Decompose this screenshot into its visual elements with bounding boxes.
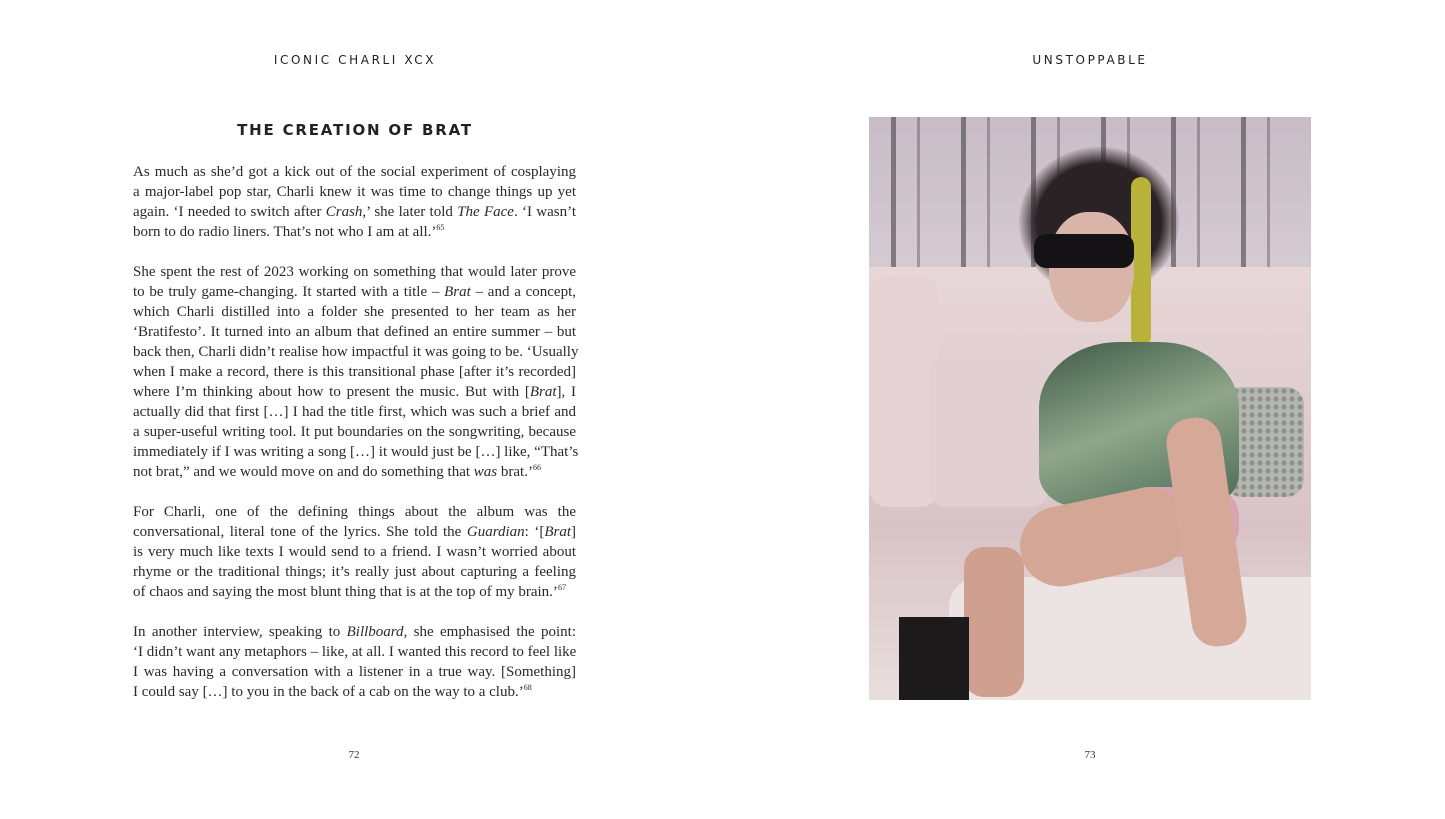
text-line	[133, 422, 576, 442]
text-line	[133, 222, 576, 242]
text-line	[133, 342, 579, 362]
text-run: I was having a conversation with a listener in a true way. [Something]	[133, 664, 576, 680]
text-line	[133, 522, 576, 542]
text-run: : ‘[	[524, 524, 545, 540]
italic-text: Billboard	[346, 624, 404, 640]
italic-text: Brat	[544, 524, 571, 540]
text-run: back then, Charli didn’t realise how impactful it was going to be. ‘Usually	[133, 344, 579, 360]
boot	[899, 617, 969, 700]
page-number-right: 73	[1084, 749, 1096, 761]
text-run: to be truly game-changing. It started with a title –	[133, 284, 445, 300]
text-run: again. ‘I needed to switch after	[133, 204, 326, 220]
footnote-ref: 66	[532, 463, 541, 472]
italic-text: was	[473, 464, 498, 480]
text-line	[133, 542, 576, 562]
italic-text: The Face	[457, 204, 514, 220]
text-run: – and a concept,	[470, 284, 576, 300]
text-run: a super-useful writing tool. It put boundaries on the songwriting, because	[133, 424, 576, 440]
text-run: actually did that first […] I had the title first, which was such a brief and	[133, 404, 576, 420]
text-run: In another interview, speaking to	[133, 624, 347, 640]
page-number-left: 72	[348, 749, 360, 761]
text-line	[133, 582, 576, 602]
footnote-ref: 68	[523, 683, 532, 692]
text-line	[133, 282, 576, 302]
running-head-left: ICONIC CHARLI XCX	[273, 53, 437, 67]
running-head-right: UNSTOPPABLE	[1032, 53, 1148, 67]
text-run: For Charli, one of the defining things about the album was the	[133, 504, 576, 520]
paragraph	[133, 262, 579, 482]
text-run: ], I	[556, 384, 576, 400]
chapter-title: THE CREATION OF BRAT	[237, 121, 473, 139]
text-run: I could say […] to you in the back of a cab on the way to a club.’	[133, 684, 524, 700]
text-line	[133, 262, 576, 282]
text-line	[133, 462, 576, 482]
text-run: ‘I didn’t want any metaphors – like, at all. I wanted this record to feel like	[133, 644, 577, 660]
text-line	[133, 162, 576, 182]
text-line	[133, 502, 576, 522]
body-text	[133, 162, 579, 722]
italic-text: Brat	[529, 384, 557, 400]
text-line	[133, 662, 576, 682]
text-run: . ‘I wasn’t	[513, 204, 577, 220]
text-run: of chaos and saying the most blunt thing that is at the top of my brain.’	[133, 584, 558, 600]
paragraph	[133, 162, 576, 242]
text-run: She spent the rest of 2023 working on something that would later prove	[133, 264, 576, 280]
text-run: when I make a record, there is this transitional phase [after it’s recorded]	[133, 364, 576, 380]
text-line	[133, 562, 576, 582]
text-run: where I’m thinking about how to present the music. But with [	[133, 384, 530, 400]
text-line	[133, 362, 576, 382]
text-run: ‘Bratifesto’. It turned into an album that defined an entire summer – but	[133, 324, 576, 340]
text-run: ]	[571, 524, 576, 540]
italic-text: Crash,	[325, 204, 367, 220]
portrait-photo	[869, 117, 1311, 700]
text-run: conversational, literal tone of the lyrics. She told the	[133, 524, 467, 540]
sunglasses	[1034, 234, 1134, 268]
italic-text: Brat	[444, 284, 471, 300]
footnote-ref: 65	[436, 223, 445, 232]
text-line	[133, 182, 576, 202]
paragraph	[133, 622, 576, 702]
text-line	[133, 322, 576, 342]
sofa-cushion	[929, 357, 1049, 507]
text-line	[133, 202, 576, 222]
text-line	[133, 442, 579, 462]
footnote-ref: 67	[557, 583, 566, 592]
text-line	[133, 382, 576, 402]
text-run: born to do radio liners. That’s not who I am at all.’	[133, 224, 437, 240]
lower-leg	[964, 547, 1024, 697]
text-line	[133, 402, 576, 422]
italic-text: Guardian	[466, 524, 525, 540]
text-line	[133, 682, 576, 702]
text-line	[133, 642, 576, 662]
text-run: brat.’	[497, 464, 533, 480]
text-run: not brat,” and we would move on and do something that	[133, 464, 474, 480]
paragraph	[133, 502, 576, 602]
text-line	[133, 302, 576, 322]
text-run: immediately if I was writing a song […] it would just be […] like, “That’s	[133, 444, 579, 460]
text-run: a major-label pop star, Charli knew it was time to change things up yet	[133, 184, 576, 200]
text-run: which Charli distilled into a folder she presented to her team as her	[133, 304, 576, 320]
text-run: As much as she’d got a kick out of the social experiment of cosplaying	[133, 164, 576, 180]
text-run: , she emphasised the point:	[403, 624, 576, 640]
text-run: rhyme or the traditional things; it’s really just about capturing a feeling	[133, 564, 576, 580]
text-run: ’ she later told	[366, 204, 458, 220]
text-line	[133, 622, 576, 642]
yellow-hair-streak	[1131, 177, 1151, 347]
text-run: is very much like texts I would send to a friend. I wasn’t worried about	[133, 544, 576, 560]
